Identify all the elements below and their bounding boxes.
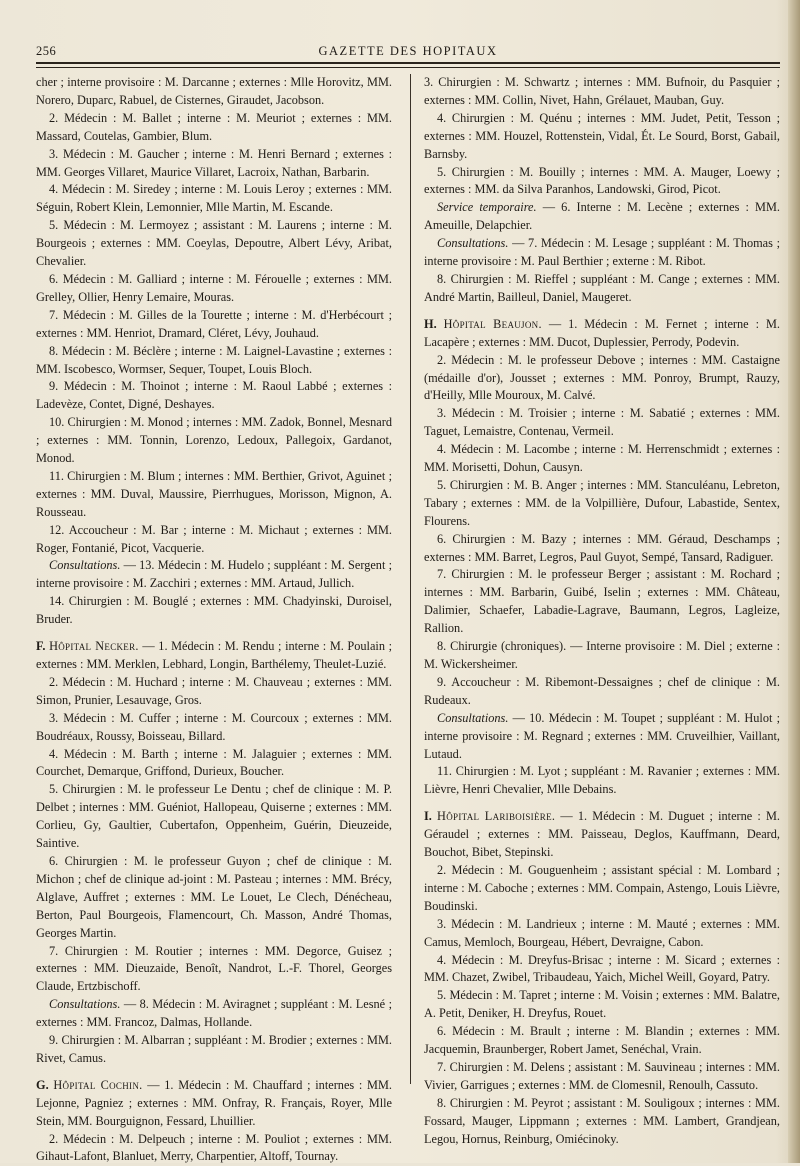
hospital-name: Hôpital Lariboisière. [437, 809, 556, 824]
entry-text: 5. Chirurgien : M. Bouilly ; internes : MM. A. Mauger, Loewy ; externes : MM. da Silva Paranhos, Landowski, Girod, Picot. [424, 164, 780, 197]
service-entry [36, 74, 392, 110]
service-entry [424, 638, 780, 674]
section-letter: I. [424, 809, 432, 824]
service-entry [424, 110, 780, 164]
service-entry [36, 943, 392, 997]
entry-text: 8. Chirurgien : M. Peyrot ; assistant : M. Souligoux ; internes : MM. Fossard, Mauger, Lippmann ; externes : MM. Lambert, Grandjean, Legou, Hornus, Reinburg, Omiécinoky. [424, 1095, 780, 1146]
entry-text: 9. Accoucheur : M. Ribemont-Dessaignes ; chef de clinique : M. Rudeaux. [424, 674, 780, 707]
service-entry [424, 1095, 780, 1149]
column-divider [410, 74, 411, 1084]
italic-subheading: Service temporaire. [437, 200, 537, 215]
entry-text: 4. Médecin : M. Dreyfus-Brisac ; interne : M. Sicard ; externes : MM. Chazet, Zwibel, Tribaudeau, Yaich, Michel Weill, Goyard, Patry. [424, 952, 780, 985]
entry-text: 9. Médecin : M. Thoinot ; interne : M. Raoul Labbé ; externes : Ladevèze, Contet, Digné, Deshayes. [36, 379, 392, 412]
service-entry [36, 593, 392, 629]
entry-text: 6. Chirurgien : M. Bazy ; internes : MM. Géraud, Deschamps ; externes : MM. Barret, Legros, Paul Guyot, Sempé, Tansard, Radiguer. [424, 531, 780, 564]
service-entry [424, 199, 780, 235]
service-entry [36, 1032, 392, 1068]
entry-text: — 6. Interne : M. Lecène ; externes : MM. Ameuille, Delapchier. [424, 200, 780, 233]
service-entry [424, 164, 780, 200]
service-entry [424, 952, 780, 988]
service-entry [424, 405, 780, 441]
service-entry [36, 414, 392, 468]
service-entry [36, 343, 392, 379]
service-entry [36, 1131, 392, 1166]
service-entry [424, 1023, 780, 1059]
service-entry [424, 763, 780, 799]
entry-text: 8. Médecin : M. Béclère ; interne : M. Laignel-Lavastine ; externes : MM. Iscobesco, Wormser, Sequer, Toupet, Louis Bloch. [36, 343, 392, 376]
hospital-name: Hôpital Beaujon. [443, 316, 542, 331]
entry-text: — 8. Médecin : M. Aviragnet ; suppléant : M. Lesné ; externes : MM. Francoz, Dalmas, Hollande. [36, 997, 392, 1030]
entry-text: — 7. Médecin : M. Lesage ; suppléant : M. Thomas ; interne provisoire : M. Paul Berthier ; externe : M. Ribot. [424, 236, 780, 269]
entry-text: 3. Médecin : M. Landrieux ; interne : M. Mauté ; externes : MM. Camus, Memloch, Bourgeau, Hébert, Devraigne, Cabon. [424, 916, 780, 949]
hospital-section-heading [424, 316, 780, 352]
entry-text: 6. Médecin : M. Galliard ; interne : M. Férouelle ; externes : MM. Grelley, Ollier, Henry Lemaire, Mouras. [36, 271, 392, 304]
service-entry [36, 710, 392, 746]
entry-text: 4. Médecin : M. Siredey ; interne : M. Louis Leroy ; externes : MM. Séguin, Robert Klein, Lemonnier, Mlle Martin, M. Escande. [36, 182, 392, 215]
entry-text: 2. Médecin : M. Gouguenheim ; assistant spécial : M. Lombard ; interne : M. Caboche ; externes : MM. Compain, Astengo, Louis Lièvre, Boudinski. [424, 862, 780, 913]
service-entry [424, 352, 780, 406]
hospital-name: Hôpital Cochin. [53, 1077, 143, 1092]
entry-text: 3. Médecin : M. Cuffer ; interne : M. Courcoux ; externes : MM. Boudréaux, Roussy, Boisseau, Billard. [36, 710, 392, 743]
service-entry [424, 477, 780, 531]
journal-title: GAZETTE DES HOPITAUX [318, 44, 498, 58]
service-entry [424, 566, 780, 638]
service-entry [424, 710, 780, 764]
entry-text: 5. Médecin : M. Tapret ; interne : M. Voisin ; externes : MM. Balatre, A. Petit, Deniker, H. Dreyfus, Rouet. [424, 988, 780, 1021]
section-text: — 1. Médecin : M. Fernet ; interne : M. Lacapère ; externes : MM. Ducot, Duplessier, Perrody, Podevin. [424, 316, 781, 349]
entry-text: 10. Chirurgien : M. Monod ; internes : MM. Zadok, Bonnel, Mesnard ; externes : MM. Tonnin, Lorenzo, Ledoux, Pallegoix, Gardanot, Monod. [36, 415, 392, 466]
service-entry [36, 146, 392, 182]
service-entry [424, 271, 780, 307]
entry-text: 2. Médecin : M. Huchard ; interne : M. Chauveau ; externes : MM. Simon, Prunier, Lesauvage, Gros. [36, 674, 392, 707]
service-entry [424, 441, 780, 477]
entry-text: 4. Médecin : M. Barth ; interne : M. Jalaguier ; externes : MM. Courchet, Demarque, Griffond, Durieux, Boucher. [36, 746, 392, 779]
entry-text: 11. Chirurgien : M. Lyot ; suppléant : M. Ravanier ; externes : MM. Lièvre, Henri Chevalier, Mlle Debains. [424, 764, 780, 797]
service-entry [424, 1059, 780, 1095]
right-column [424, 74, 780, 1148]
entry-text: 14. Chirurgien : M. Bouglé ; externes : MM. Chadyinski, Duroisel, Bruder. [36, 594, 392, 627]
entry-text: 7. Chirurgien : M. le professeur Berger ; assistant : M. Rochard ; internes : MM. Barbarin, Guibé, Iselin ; externes : MM. Château, Dalimier, Schaefer, Labadie-Lagrave, Baumann, Legros, Lagleize, Rallion. [424, 567, 780, 636]
entry-text: 8. Chirurgien : M. Rieffel ; suppléant : M. Cange ; externes : MM. André Martin, Bailleul, Daniel, Maugeret. [424, 271, 780, 304]
italic-subheading: Consultations. [49, 997, 121, 1012]
entry-text: 11. Chirurgien : M. Blum ; internes : MM. Berthier, Grivot, Aguinet ; externes : MM. Duval, Maussire, Pierrhugues, Morisson, Mignon, A. Rousseau. [36, 468, 392, 519]
entry-text: — 10. Médecin : M. Toupet ; suppléant : M. Hulot ; interne provisoire : M. Regnard ; externes : MM. Cruveilhier, Vaillant, Lutaud. [424, 710, 780, 761]
service-entry [36, 181, 392, 217]
italic-subheading: Consultations. [437, 236, 509, 251]
service-entry [424, 74, 780, 110]
service-entry [36, 217, 392, 271]
entry-text: 5. Chirurgien : M. B. Anger ; internes : MM. Stanculéanu, Lebreton, Tabary ; externes : MM. de la Volpillière, Dufour, Labastide, Sentex, Flourens. [424, 477, 780, 528]
service-entry [36, 746, 392, 782]
entry-text: 2. Médecin : M. le professeur Debove ; internes : MM. Castaigne (médaille d'or), Jousset ; externes : MM. Ponroy, Brumpt, Rauzy, d'Heilly, Mlle Mouroux, M. Calvé. [424, 352, 780, 403]
section-text: — 1. Médecin : M. Chauffard ; internes : MM. Lejonne, Pagniez ; externes : MM. Onfray, R. Français, Royer, Mlle Stein, MM. Bourguignon, Fessard, Lhuillier. [36, 1077, 392, 1128]
entry-text: 4. Chirurgien : M. Quénu ; internes : MM. Judet, Petit, Tesson ; externes : MM. Houzel, Rottenstein, Vidal, Ét. Le Sourd, Borst, Gabail, Barnsby. [424, 110, 780, 161]
hospital-name: Hôpital Necker. [49, 639, 139, 654]
service-entry [36, 468, 392, 522]
hospital-section-heading [36, 638, 392, 674]
entry-text: 3. Médecin : M. Troisier ; interne : M. Sabatié ; externes : MM. Taguet, Lemaistre, Contenau, Vermeil. [424, 406, 780, 439]
service-entry [424, 916, 780, 952]
service-entry [424, 987, 780, 1023]
section-letter: G. [36, 1077, 49, 1092]
entry-text: 3. Médecin : M. Gaucher ; interne : M. Henri Bernard ; externes : MM. Georges Villaret, Maurice Villaret, Lacroix, Nathan, Barbarin. [36, 146, 392, 179]
service-entry [36, 674, 392, 710]
section-letter: H. [424, 316, 437, 331]
left-column [36, 74, 392, 1166]
entry-text: 7. Chirurgien : M. Delens ; assistant : M. Sauvineau ; internes : MM. Vivier, Garrigues ; externes : MM. de Clomesnil, Renoulh, Cassuto. [424, 1059, 780, 1092]
entry-text: 6. Médecin : M. Brault ; interne : M. Blandin ; externes : MM. Jacquemin, Braunberger, Robert Jamet, Senéchal, Vrain. [424, 1024, 780, 1057]
service-entry [36, 781, 392, 853]
page-number: 256 [36, 44, 57, 58]
entry-text: 9. Chirurgien : M. Albarran ; suppléant : M. Brodier ; externes : MM. Rivet, Camus. [36, 1033, 392, 1065]
entry-text: 7. Médecin : M. Gilles de la Tourette ; interne : M. d'Herbécourt ; externes : MM. Henriot, Dramard, Cléret, Lévy, Jouhaud. [36, 307, 392, 340]
service-entry [36, 557, 392, 593]
service-entry [424, 862, 780, 916]
service-entry [36, 307, 392, 343]
service-entry [424, 235, 780, 271]
section-letter: F. [36, 639, 46, 654]
entry-text: 4. Médecin : M. Lacombe ; interne : M. Herrenschmidt ; externes : MM. Morisetti, Dohun, Causyn. [424, 442, 780, 475]
section-text: — 1. Médecin : M. Duguet ; interne : M. Géraudel ; externes : MM. Paisseau, Deglos, Kauffmann, Deard, Bouchot, Bibet, Stepinski. [424, 809, 780, 860]
hospital-section-heading [424, 808, 780, 862]
service-entry [36, 996, 392, 1032]
entry-text: cher ; interne provisoire : M. Darcanne ; externes : Mlle Horovitz, MM. Norero, Duparc, Rabuel, de Cisternes, Giraudet, Jacobson. [36, 75, 392, 107]
hospital-section-heading [36, 1077, 392, 1131]
section-text: — 1. Médecin : M. Rendu ; interne : M. Poulain ; externes : MM. Merklen, Lebhard, Longin, Barthélemy, Theulet-Luzié. [36, 639, 393, 671]
entry-text: 5. Chirurgien : M. le professeur Le Dentu ; chef de clinique : M. P. Delbet ; internes : MM. Guéniot, Hallopeau, Quiserne ; externes : MM. Corlieu, Gy, Gaultier, Cubertafon, Oppenheim, Guérin, Dieuzeide, Saintive. [36, 782, 392, 851]
service-entry [424, 531, 780, 567]
entry-text: 8. Chirurgie (chroniques). — Interne provisoire : M. Diel ; externe : M. Wickersheimer. [424, 639, 780, 671]
service-entry [36, 110, 392, 146]
entry-text: 7. Chirurgien : M. Routier ; internes : MM. Degorce, Guisez ; externes : MM. Dieuzaide, Benoît, Nandrot, L.-F. Thorel, Georges Claude, Ertzbischoff. [36, 943, 392, 994]
header-rule [36, 62, 780, 68]
page-edge-shadow [788, 0, 800, 1163]
page-header [36, 36, 780, 58]
entry-text: 5. Médecin : M. Lermoyez ; assistant : M. Laurens ; interne : M. Bourgeois ; externes : MM. Coeylas, Depoutre, Albert Lévy, Aribat, Chevalier. [36, 218, 392, 269]
entry-text: — 13. Médecin : M. Hudelo ; suppléant : M. Sergent ; interne provisoire : M. Zacchiri ; externes : MM. Artaud, Jullich. [36, 558, 392, 591]
service-entry [36, 378, 392, 414]
entry-text: 3. Chirurgien : M. Schwartz ; internes : MM. Bufnoir, du Pasquier ; externes : MM. Collin, Nivet, Hahn, Grélauet, Mauban, Guy. [424, 75, 780, 107]
service-entry [36, 271, 392, 307]
service-entry [424, 674, 780, 710]
entry-text: 6. Chirurgien : M. le professeur Guyon ; chef de clinique : M. Michon ; chef de clinique ad-joint : M. Pasteau ; internes : MM. Brécy, Alglave, Auffret ; externes : MM. Le Louet, Le Clech, Dénécheau, Berton, Paul Bourgeois, Flamencourt, Ch. Masson, André Thomas, Georges Martin. [36, 853, 392, 940]
italic-subheading: Consultations. [437, 710, 509, 725]
service-entry [36, 522, 392, 558]
entry-text: 12. Accoucheur : M. Bar ; interne : M. Michaut ; externes : MM. Roger, Fontanié, Picot, Vacquerie. [36, 522, 392, 555]
service-entry [36, 853, 392, 943]
entry-text: 2. Médecin : M. Ballet ; interne : M. Meuriot ; externes : MM. Massard, Coutelas, Gambier, Blum. [36, 110, 392, 143]
italic-subheading: Consultations. [49, 558, 121, 573]
entry-text: 2. Médecin : M. Delpeuch ; interne : M. Pouliot ; externes : MM. Gihaut-Lafont, Blanluet, Merry, Charpentier, Altoff, Tournay. [36, 1131, 392, 1164]
